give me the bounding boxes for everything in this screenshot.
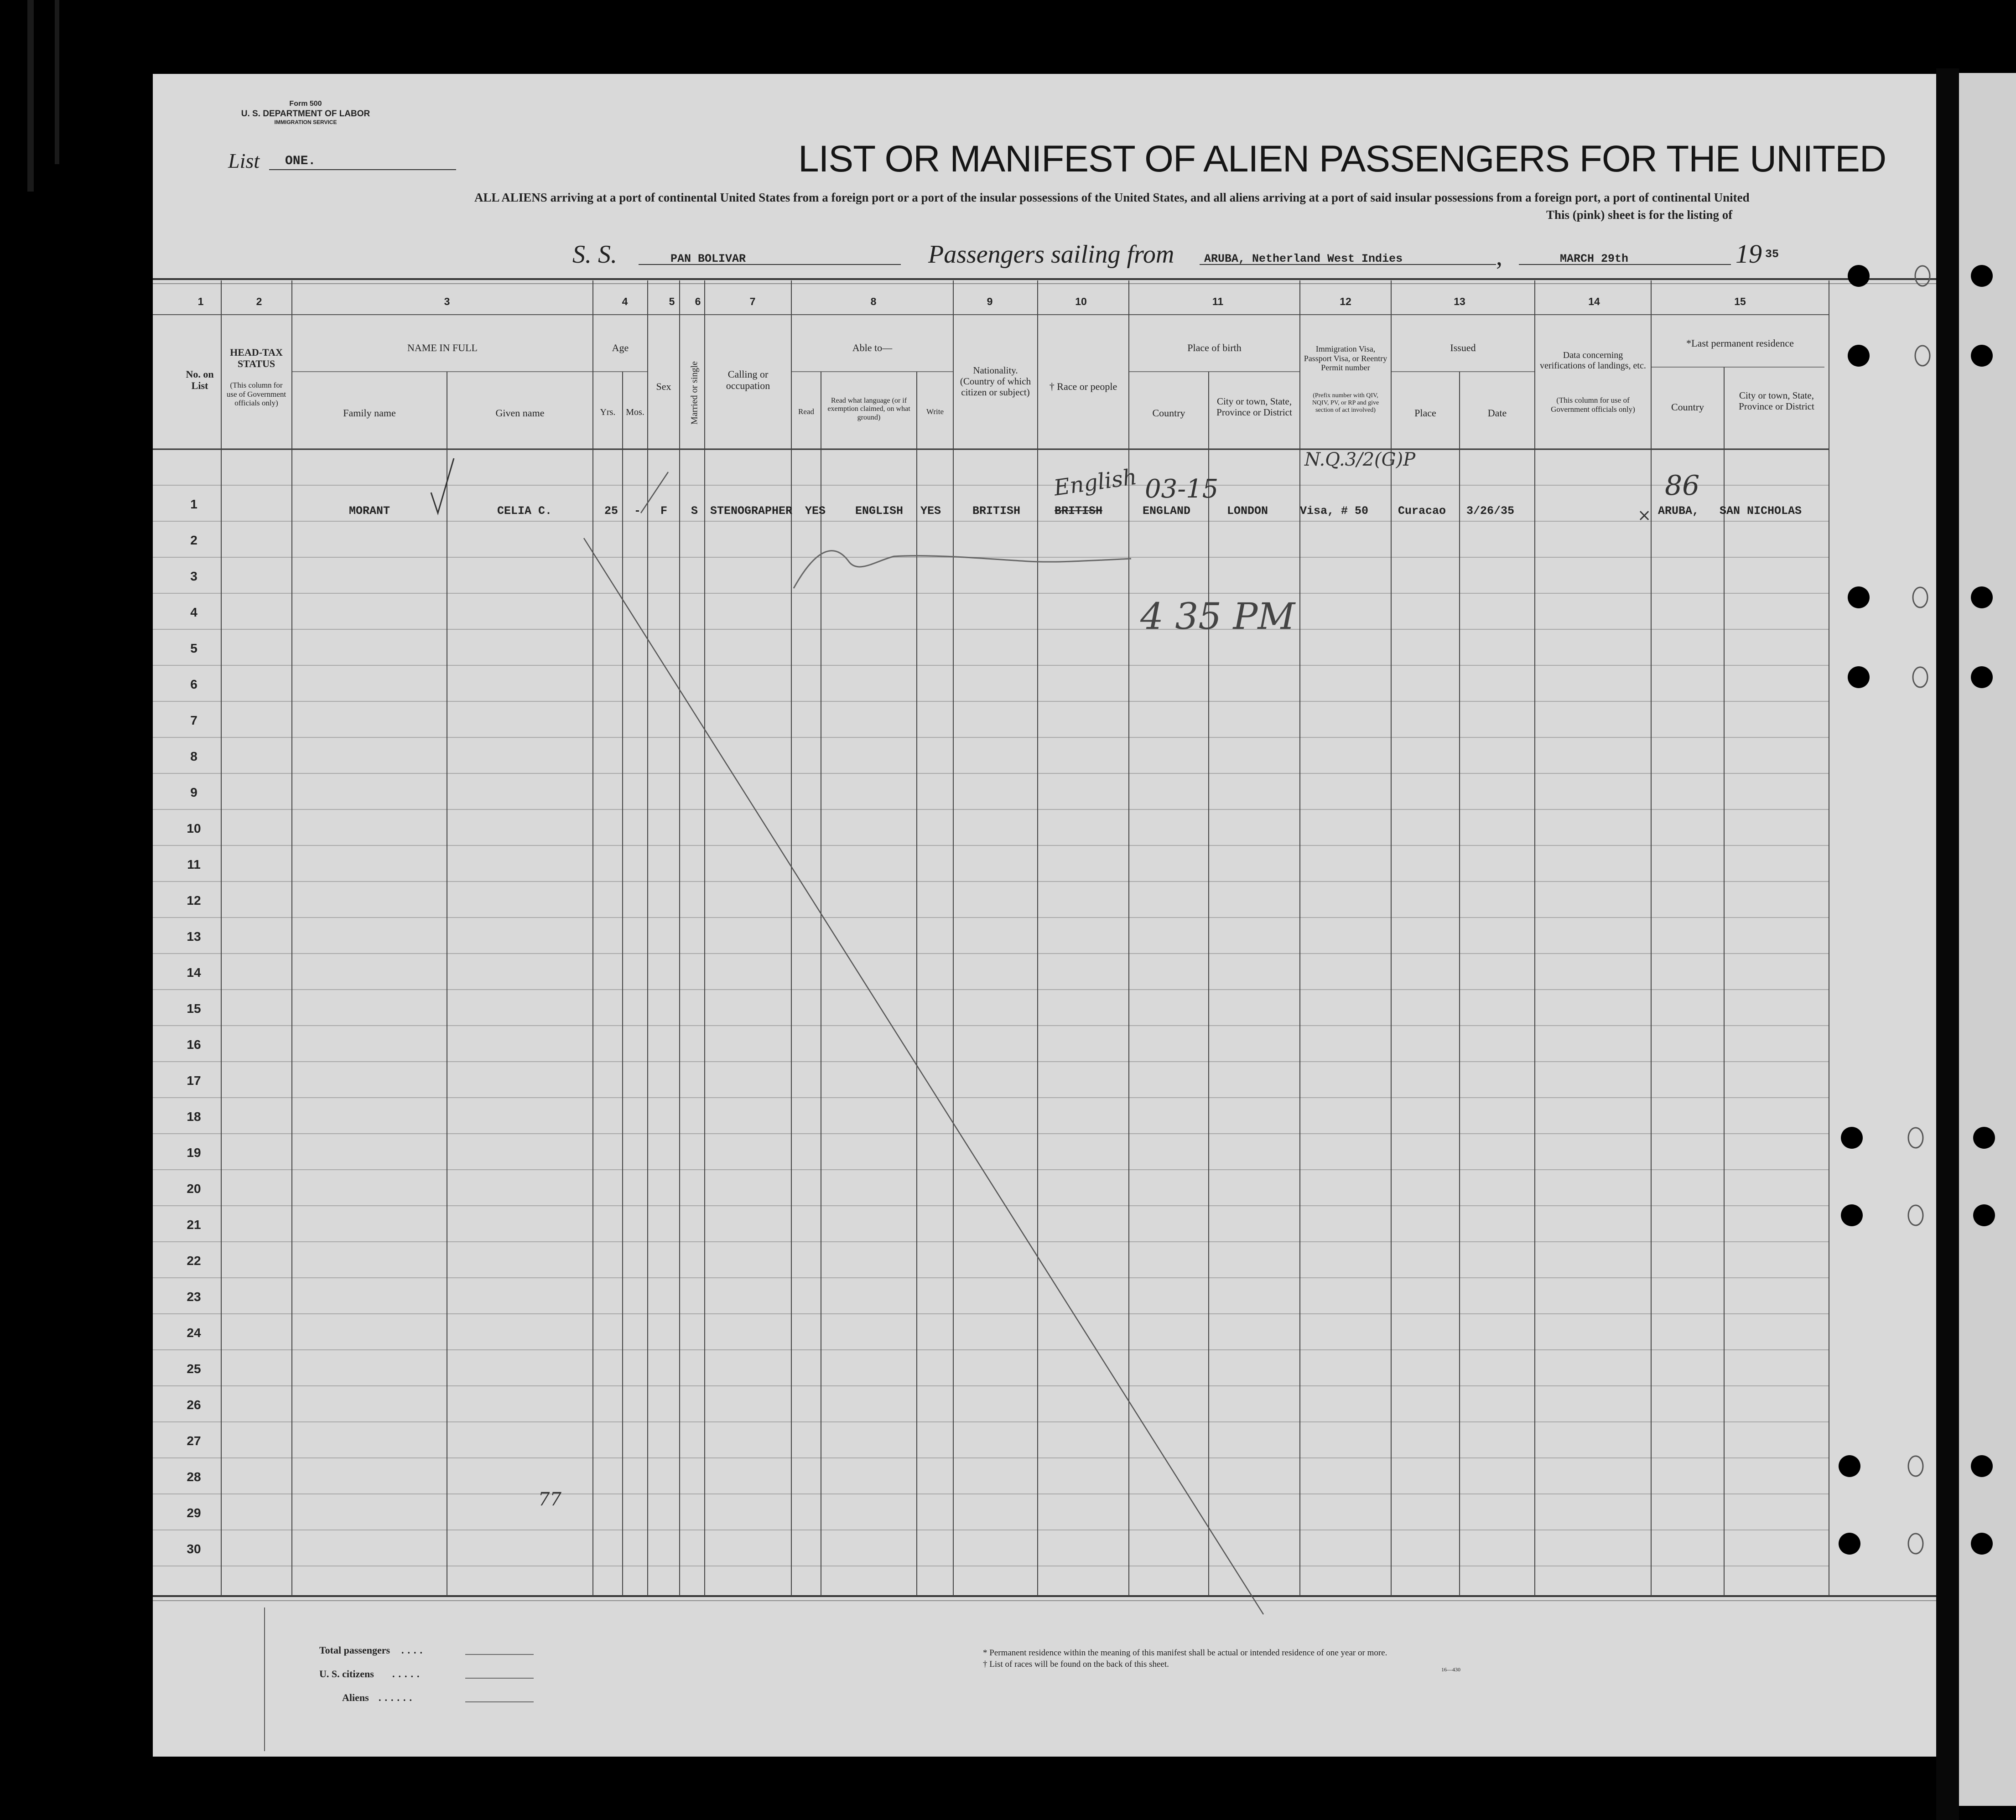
header-sex: Sex: [656, 381, 671, 392]
header-visa: Immigration Visa, Passport Visa, or Reentry Permit number: [1304, 344, 1387, 373]
tick-mark-icon: [639, 470, 670, 518]
passenger-nationality: BRITISH: [972, 504, 1021, 518]
row-number: 13: [187, 929, 201, 944]
header-age-years: Yrs.: [600, 407, 616, 417]
header-residence-city: City or town, State, Province or District: [1739, 390, 1814, 412]
header-head-tax: HEAD-TAX STATUS: [230, 347, 283, 370]
column-number-14: 14: [1588, 296, 1600, 307]
row-number: 23: [187, 1290, 201, 1304]
header-issued-date: Date: [1487, 407, 1507, 419]
column-number-6: 6: [695, 296, 701, 307]
passenger-race: BRITISH: [1055, 504, 1103, 518]
header-birth-city: City or town, State, Province or District: [1216, 396, 1292, 418]
row-number: 24: [187, 1326, 201, 1340]
ss-label: S. S.: [572, 240, 617, 269]
manifest-paper: [153, 74, 1973, 1757]
sailing-from-label: Passengers sailing from: [928, 240, 1174, 269]
column-number-7: 7: [749, 296, 756, 307]
header-last-residence: *Last permanent residence: [1686, 337, 1794, 349]
row-number: 16: [187, 1037, 201, 1052]
column-number-4: 4: [622, 296, 628, 307]
row-number: 9: [190, 785, 197, 799]
passenger-birth-city: LONDON: [1227, 504, 1268, 518]
year-suffix: 35: [1765, 248, 1779, 261]
header-residence-country: Country: [1671, 401, 1704, 413]
header-write: Write: [926, 407, 944, 416]
header-visa-note: (Prefix number with QIV, NQIV, PV, or RP and give section of act involved): [1312, 392, 1379, 414]
row-number: 3: [190, 569, 197, 583]
passenger-issued-place: Curacao: [1398, 504, 1446, 518]
year-prefix: 19: [1735, 239, 1762, 269]
column-number-10: 10: [1075, 296, 1087, 307]
row-number: 1: [190, 497, 197, 511]
column-number-13: 13: [1454, 296, 1465, 307]
header-issued: Issued: [1450, 342, 1476, 353]
row-number: 21: [187, 1218, 201, 1232]
column-number-2: 2: [256, 296, 262, 307]
department-name: U. S. DEPARTMENT OF LABOR: [241, 109, 370, 119]
ship-name: PAN BOLIVAR: [670, 252, 746, 265]
footer-total-passengers-label: Total passengers: [319, 1644, 390, 1656]
comma: ,: [1496, 243, 1502, 271]
passenger-age-years: 25: [604, 504, 618, 518]
column-number-11: 11: [1212, 296, 1224, 307]
row-number: 28: [187, 1470, 201, 1484]
header-data-concerning: Data concerning verifications of landings, etc.: [1540, 350, 1646, 371]
annotation-race-correction: English: [1052, 464, 1138, 501]
row-number: 29: [187, 1506, 201, 1520]
column-number-5: 5: [669, 296, 675, 307]
passenger-family-name: MORANT: [349, 504, 390, 518]
header-given-name: Given name: [495, 407, 545, 419]
sailing-date: MARCH 29th: [1560, 252, 1629, 265]
footer-us-citizens-label: U. S. citizens: [319, 1668, 374, 1680]
header-birth-country: Country: [1152, 407, 1185, 419]
column-number-9: 9: [987, 296, 993, 307]
header-data-note: (This column for use of Government officials only): [1551, 396, 1635, 414]
column-number-15: 15: [1734, 296, 1746, 307]
header-family-name: Family name: [343, 407, 396, 419]
instructions-line-2: This (pink) sheet is for the listing of: [1546, 208, 1733, 222]
header-marital-status: Married or single: [689, 361, 700, 425]
passenger-birth-country: ENGLAND: [1143, 504, 1191, 518]
header-issued-place: Place: [1414, 407, 1436, 419]
footer-aliens-label: Aliens: [342, 1692, 369, 1703]
row-number: 8: [190, 749, 197, 763]
passenger-language: ENGLISH: [855, 504, 904, 518]
row-number: 14: [187, 965, 201, 980]
passenger-sex: F: [660, 504, 668, 518]
annotation-code: 03-15: [1145, 474, 1219, 504]
passenger-occupation: STENOGRAPHER: [710, 504, 793, 518]
header-read: Read: [798, 407, 814, 416]
column-number-12: 12: [1340, 296, 1351, 307]
row-number: 5: [190, 641, 197, 655]
row-number: 4: [190, 605, 197, 619]
leader-dots: ....: [401, 1644, 426, 1656]
header-age: Age: [612, 342, 629, 353]
annotation-time: 4 35 PM: [1140, 595, 1295, 638]
row-number: 26: [187, 1398, 201, 1412]
footer-form-code: 16—430: [1441, 1666, 1460, 1673]
row-number: 30: [187, 1542, 201, 1556]
header-nationality: Nationality. (Country of which citizen or subject): [960, 365, 1031, 398]
passenger-can-read: YES: [805, 504, 826, 518]
row-number: 19: [187, 1146, 201, 1160]
header-race: † Race or people: [1049, 381, 1117, 392]
passenger-given-name: CELIA C.: [497, 504, 552, 518]
row-number: 12: [187, 893, 201, 907]
instructions-line-1: ALL ALIENS arriving at a port of continental United States from a foreign port or a port of the insular possessions of the United States, and all aliens arriving at a port of said insular possessions from a foreign port, a port of continental United: [474, 191, 1750, 204]
row-number: 10: [187, 821, 201, 835]
row-number: 7: [190, 713, 197, 727]
passenger-residence-city: SAN NICHOLAS: [1720, 504, 1802, 518]
annotation-x-mark: ×: [1637, 506, 1652, 525]
row-number: 17: [187, 1073, 201, 1088]
service-name: IMMIGRATION SERVICE: [274, 119, 337, 125]
footer-note-races: † List of races will be found on the back of this sheet.: [983, 1659, 1169, 1669]
footer-note-residence: * Permanent residence within the meaning of this manifest shall be actual or intended residence of one year or more.: [983, 1648, 1387, 1658]
row-number: 27: [187, 1434, 201, 1448]
leader-dots: .....: [392, 1668, 423, 1680]
header-name-in-full: NAME IN FULL: [407, 342, 478, 353]
row-number: 6: [190, 677, 197, 691]
row-number: 11: [187, 857, 201, 871]
header-place-of-birth: Place of birth: [1187, 342, 1242, 353]
form-number: Form 500: [289, 100, 322, 108]
passenger-age-months: -: [634, 504, 641, 518]
row-number: 2: [190, 533, 197, 547]
departure-port: ARUBA, Netherland West Indies: [1204, 252, 1403, 265]
passenger-residence-country: ARUBA,: [1658, 504, 1699, 518]
row-number: 18: [187, 1110, 201, 1124]
row-number: 22: [187, 1254, 201, 1268]
manifest-title: LIST OR MANIFEST OF ALIEN PASSENGERS FOR THE UNITED: [798, 138, 1886, 180]
column-number-1: 1: [197, 296, 204, 307]
header-age-months: Mos.: [626, 407, 644, 417]
header-no-on-list: No. on List: [186, 368, 214, 392]
annotation-residence-mark: 86: [1665, 470, 1700, 502]
header-read-language: Read what language (or if exemption claimed, on what ground): [827, 397, 910, 421]
passenger-marital-status: S: [691, 504, 698, 518]
row-number: 20: [187, 1182, 201, 1196]
annotation-margin-mark: 77: [538, 1489, 561, 1510]
leader-dots: ......: [379, 1692, 416, 1703]
column-number-8: 8: [870, 296, 877, 307]
header-able-to: Able to—: [852, 342, 893, 353]
passenger-can-write: YES: [920, 504, 941, 518]
passenger-visa: Visa, # 50: [1300, 504, 1369, 518]
passenger-issued-date: 3/26/35: [1466, 504, 1515, 518]
list-value: ONE.: [285, 154, 316, 168]
list-label: List: [228, 149, 260, 172]
header-head-tax-note: (This column for use of Government officials only): [226, 381, 286, 408]
header-occupation: Calling or occupation: [726, 368, 770, 392]
column-number-3: 3: [444, 296, 450, 307]
row-number: 15: [187, 1001, 201, 1016]
check-mark-icon: [429, 456, 456, 520]
annotation-visa-note: N.Q.3/2(G)P: [1304, 449, 1416, 470]
row-number: 25: [187, 1362, 201, 1376]
